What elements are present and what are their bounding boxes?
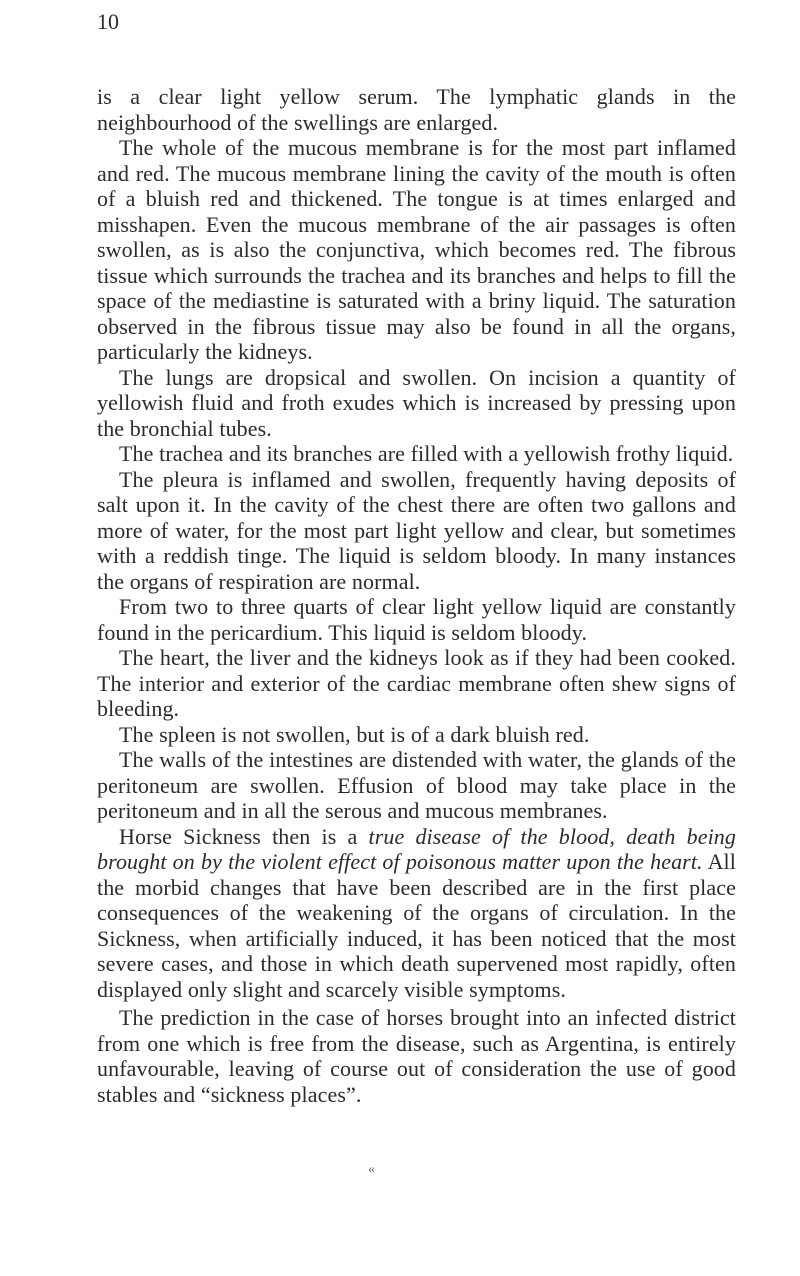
paragraph-heart: The heart, the liver and the kidneys look as if they had been cooked. The interior and exterior of the cardiac membrane often shew signs of bleeding. [97, 645, 736, 721]
conclusion-emphasis: true disease of the blood, death being brought on by the violent effect of poisonous matter upon the heart. [97, 823, 736, 874]
paragraph-intestines: The walls of the intestines are distended with water, the glands of the peritoneum are swollen. Effusion of blood may take place in the peritoneum and in all the serous and mucous membranes. [97, 747, 736, 823]
paragraph-pericardium: From two to three quarts of clear light yellow liquid are constantly found in the pericardium. This liquid is seldom bloody. [97, 594, 736, 645]
conclusion-lead: Horse Sickness then is a [119, 823, 369, 849]
paragraph-mucous-membrane: The whole of the mucous membrane is for the most part inflamed and red. The mucous membrane lining the cavity of the mouth is often of a bluish red and thickened. The tongue is at times enlarged and misshapen. Even the mucous membrane of the air passages is often swollen, as is also the conjunctiva, which becomes red. The fibrous tissue which surrounds the trachea and its branches and helps to fill the space of the mediastine is saturated with a briny liquid. The saturation observed in the fibrous tissue may also be found in all the organs, particularly the kidneys. [97, 135, 736, 364]
paragraph-conclusion [97, 824, 736, 1003]
paragraph-pleura: The pleura is inflamed and swollen, frequently having deposits of salt upon it. In the cavity of the chest there are often two gallons and more of water, for the most part light yellow and clear, but sometimes with a reddish tinge. The liquid is seldom bloody. In many instances the organs of respiration are normal. [97, 466, 736, 594]
paragraph-trachea: The trachea and its branches are filled with a yellowish frothy liquid. [119, 441, 734, 466]
page-number: 10 [97, 9, 119, 34]
paragraph-serum: is a clear light yellow serum. The lymphatic glands in the neighbourhood of the swellings are enlarged. [97, 84, 736, 135]
paragraph-spleen: The spleen is not swollen, but is of a dark bluish red. [119, 721, 590, 747]
stray-mark: « [368, 1162, 375, 1177]
paragraph-lungs: The lungs are dropsical and swollen. On incision a quantity of yellowish fluid and froth exudes which is increased by pressing upon the bronchial tubes. [97, 364, 736, 441]
paragraph-prediction: The prediction in the case of horses brought into an infected district from one which is free from the disease, such as Argentina, is entirely unfavourable, leaving of course out of consideration the use of good stables and “sickness places”. [97, 1005, 736, 1107]
body-text [97, 84, 736, 1107]
conclusion-rest: All the morbid changes that have been described are in the first place consequences of the weakening of the organs of circulation. In the Sickness, when artificially induced, it has been noticed that the most severe cases, and those in which death supervened most rapidly, often displayed only slight and scarcely visible symptoms. [97, 849, 736, 1002]
